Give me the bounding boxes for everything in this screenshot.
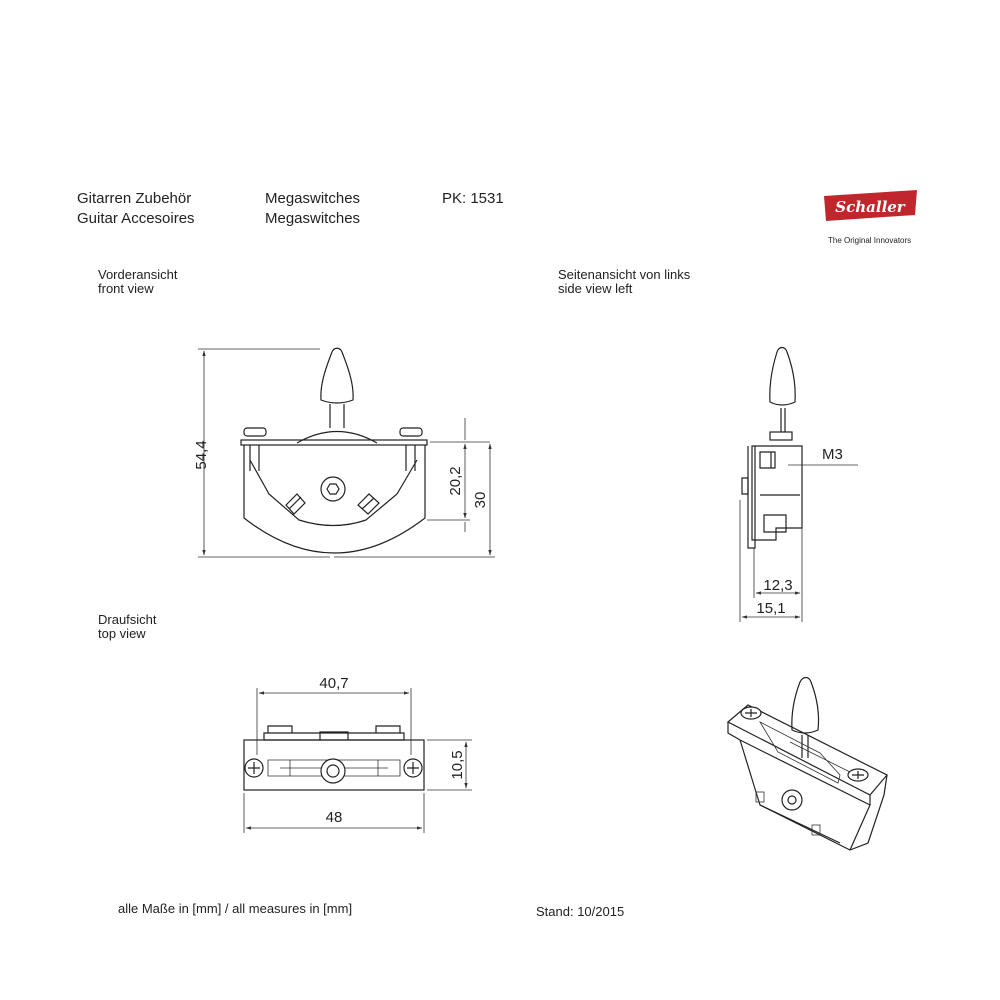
top-view-label-de: Draufsicht [98,612,157,627]
top-lever-knob [321,759,345,783]
side-view-drawing [740,348,858,623]
front-view-label-en: front view [98,281,154,296]
front-lever-knob [321,348,353,403]
iso-center-nut [782,790,802,810]
front-screw-right [400,428,422,436]
logo-wordmark: Schaller [835,198,905,216]
header-product-en: Megaswitches [265,210,361,227]
top-upper-plate [264,726,404,740]
side-lever-knob [770,348,795,406]
front-screw-left [244,428,266,436]
dim-top-depth: 10,5 [449,750,466,780]
front-screw-shafts [250,445,415,471]
header-code: PK: 1531 [442,190,504,207]
dim-front-base: 30 [472,491,489,509]
side-screw-head [770,432,792,440]
iso-lever-knob [792,678,819,734]
logo-tagline: The Original Innovators [828,236,912,245]
dim-top-width: 48 [325,809,343,826]
front-view-drawing [193,348,495,557]
header-category-de: Gitarren Zubehör [77,190,192,207]
front-lever-stem [330,404,344,428]
dim-front-height: 54,4 [193,440,210,470]
front-center-hex [327,484,339,494]
dim-side-depth-inner: 12,3 [763,577,793,594]
dim-side-depth-outer: 15,1 [756,600,786,617]
dim-front-inner: 20,2 [447,466,464,496]
iso-view-drawing [728,678,887,851]
front-center-nut [321,477,345,501]
side-details [742,452,800,532]
top-view-label-en: top view [98,626,146,641]
side-lever-stem [781,408,785,432]
header-category-en: Guitar Accesoires [77,210,195,227]
side-view-label-en: side view left [558,281,633,296]
dim-top-hole-spacing: 40,7 [319,675,349,692]
footer-stand: Stand: 10/2015 [536,904,625,919]
front-mounting-plate [241,440,427,445]
top-view-drawing [244,675,472,833]
front-dome [297,432,377,444]
dim-side-thread: M3 [822,446,843,463]
front-body-inner [250,460,417,526]
header-product-de: Megaswitches [265,190,361,207]
footer-units: alle Maße in [mm] / all measures in [mm] [118,901,353,916]
front-view-label-de: Vorderansicht [98,267,178,282]
side-view-label-de: Seitenansicht von links [558,267,691,282]
front-body-outline [244,445,425,553]
